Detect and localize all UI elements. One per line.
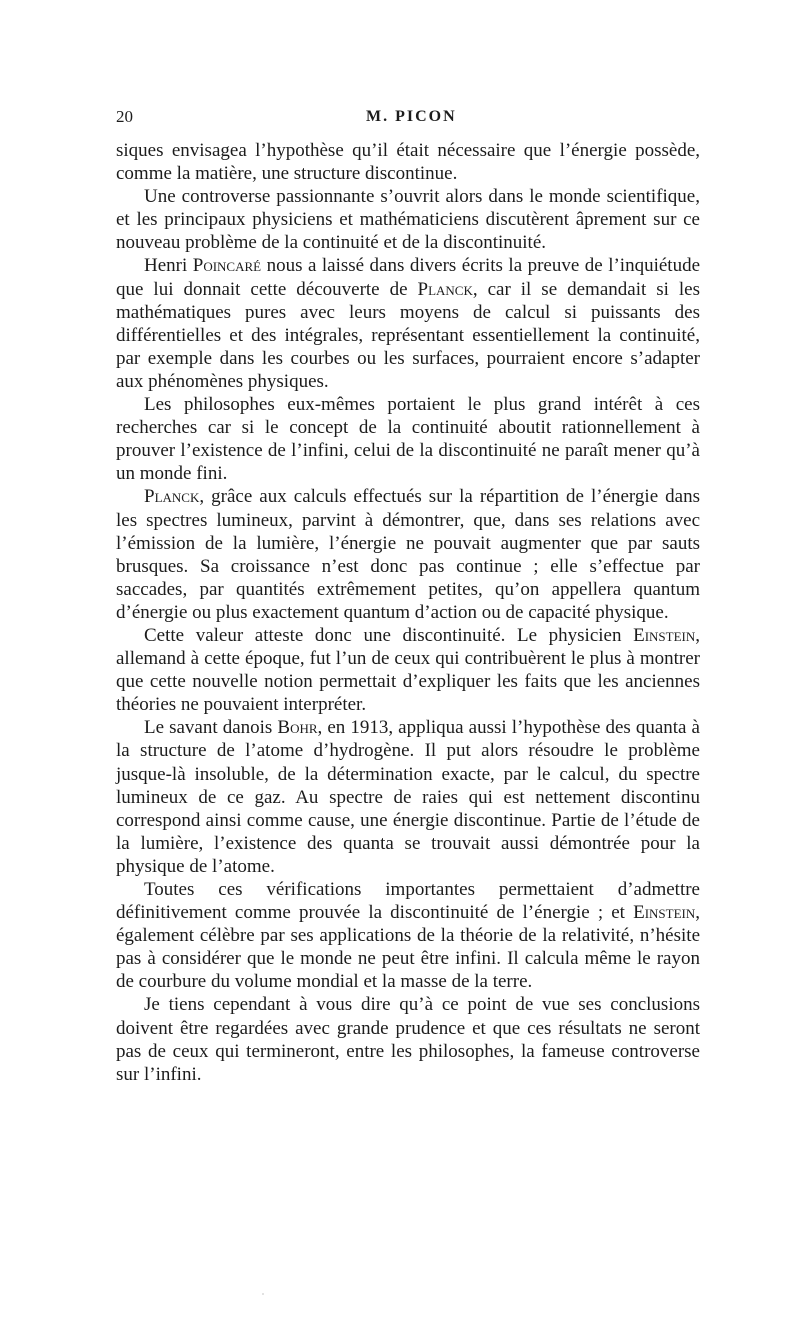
- proper-name: Planck: [144, 486, 200, 508]
- paragraph: [116, 993, 700, 1085]
- proper-name: Einstein: [633, 902, 696, 924]
- paragraph: [116, 624, 700, 716]
- text-run: , également célèbre par ses applications de la théorie de la relativité, n’hésite pas à considérer que le monde ne peut être infini. Il calcula même le rayon de courbure du volume mondial et la masse de la terre.: [116, 902, 700, 993]
- running-title: M. PICON: [366, 108, 457, 125]
- paragraph: [116, 485, 700, 624]
- text-run: Les philosophes eux-mêmes portaient le plus grand intérêt à ces recherches car si le concept de la continuité aboutit rationnellement à prouver l’existence de l’infini, celui de la discontinuité ne paraît mener qu’à un monde fini.: [116, 394, 700, 485]
- proper-name: Planck: [417, 278, 473, 300]
- text-run: Je tiens cependant à vous dire qu’à ce point de vue ses conclusions doivent être regardées avec grande prudence et que ces résultats ne seront pas de ceux qui termineront, entre les philosophes, la fameuse controverse sur l’infini.: [116, 994, 700, 1085]
- paragraph: [116, 393, 700, 485]
- paragraph: [116, 254, 700, 393]
- text-run: , en 1913, appliqua aussi l’hypothèse des quanta à la structure de l’atome d’hydrogène. Il put alors résoudre le problème jusque-là insoluble, de la détermination exacte, par le calcul, du spectre lumineux de ce gaz. Au spectre de raies qui est nettement discontinu correspond ainsi comme cause, une énergie discontinue. Partie de l’étude de la lumière, l’existence des quanta se trouvait aussi démontrée pour la physique de l’atome.: [116, 717, 700, 877]
- paragraph: [116, 185, 700, 254]
- paragraph: [116, 139, 700, 185]
- proper-name: Bohr: [277, 717, 318, 739]
- text-run: , car il se demandait si les mathématiques pures avec leurs moyens de calcul si puissants des différentielles et des intégrales, représentant essentiellement la continuité, par exemple dans les courbes ou les surfaces, pourraient encore s’adapter aux phénomènes physiques.: [116, 278, 700, 392]
- paragraph: [116, 878, 700, 993]
- text-run: Toutes ces vérifications importantes permettaient d’admettre définitivement comme prouvée la discontinuité de l’énergie ; et: [116, 879, 700, 924]
- text-run: nous a laissé dans divers écrits la preuve de l’inquiétude que lui donnait cette découverte de: [116, 255, 701, 300]
- text-run: Une controverse passionnante s’ouvrit alors dans le monde scientifique, et les principaux physiciens et mathématiciens discutèrent âprement sur ce nouveau problème de la continuité et de la discontinuité.: [116, 186, 700, 254]
- text-run: , allemand à cette époque, fut l’un de ceux qui contribuèrent le plus à montrer que cette nouvelle notion permettait d’expliquer les faits que les anciennes théories ne pouvaient interpréter.: [116, 624, 700, 716]
- proper-name: Poincaré: [192, 255, 262, 277]
- text-run: Le savant danois: [144, 717, 278, 739]
- proper-name: Einstein: [633, 624, 696, 646]
- body-text: [116, 139, 700, 1086]
- page-number: 20: [116, 107, 133, 126]
- paper-speck: [262, 1293, 264, 1295]
- text-run: siques envisagea l’hypothèse qu’il était nécessaire que l’énergie possède, comme la matière, une structure discontinue.: [116, 140, 700, 185]
- paragraph: [116, 716, 700, 878]
- running-header: [116, 104, 700, 130]
- text-run: Henri: [144, 255, 193, 277]
- text-run: Cette valeur atteste donc une discontinuité. Le physicien: [144, 624, 634, 646]
- text-run: , grâce aux calculs effectués sur la répartition de l’énergie dans les spectres lumineux, parvint à démontrer, que, dans ses relations avec l’émission de la lumière, l’énergie ne pouvait augmenter que par sauts brusques. Sa croissance n’est donc pas continue ; elle s’effectue par saccades, par quantités extrêmement petites, qu’on appellera quantum d’énergie ou plus exactement quantum d’action ou de capacité physique.: [116, 486, 700, 623]
